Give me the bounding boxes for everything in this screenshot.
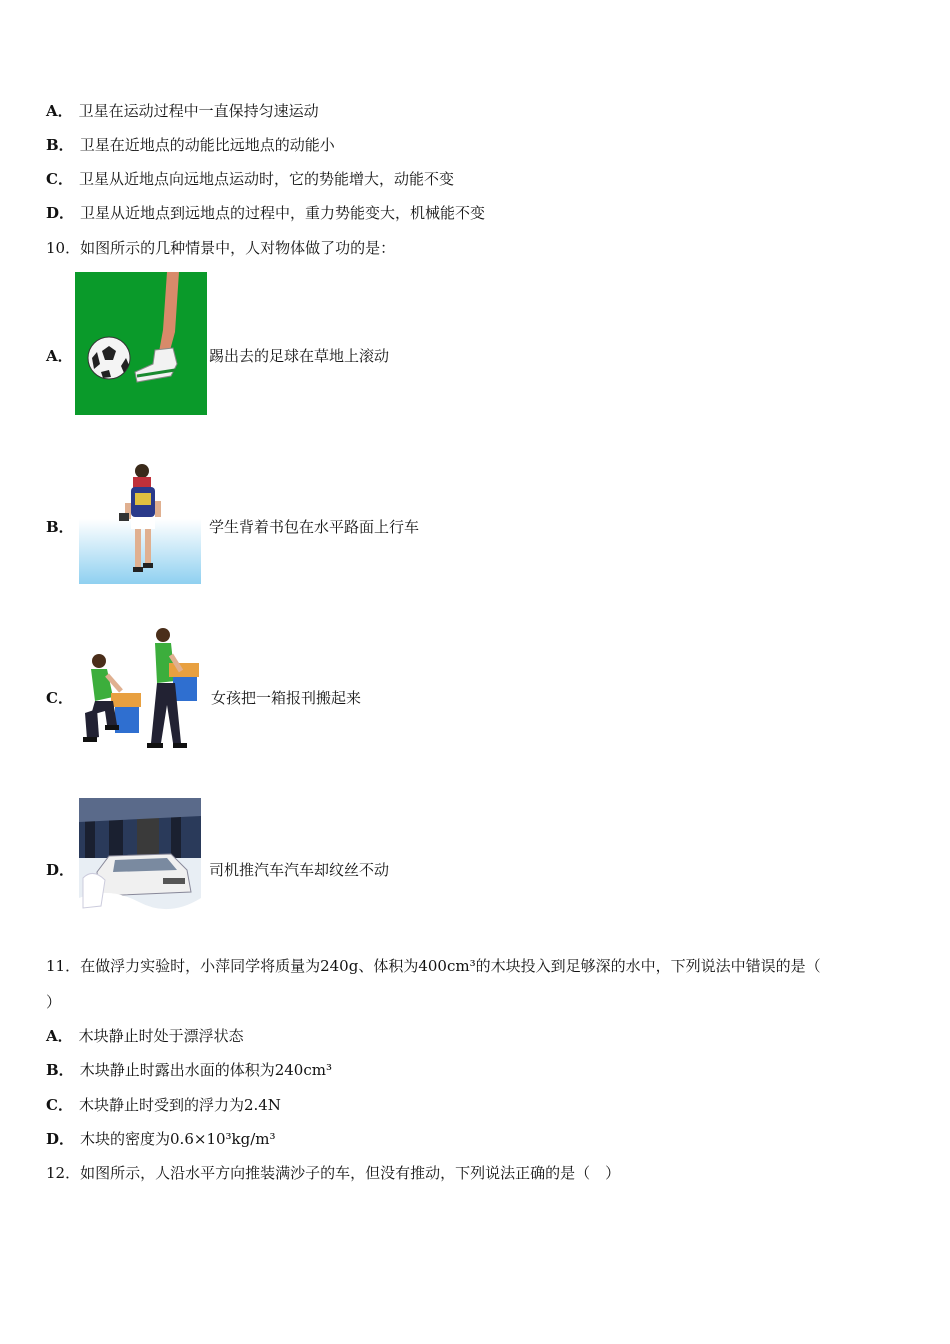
q10-option-a-label: A． — [46, 347, 73, 365]
q10-option-c-label: C． — [46, 689, 73, 707]
q9-option-b — [46, 135, 335, 155]
option-text: 卫星从近地点向远地点运动时，它的势能增大，动能不变 — [78, 170, 454, 188]
option-label: A． — [46, 102, 73, 120]
option-text: 木块静止时露出水面的体积为240cm³ — [79, 1061, 332, 1079]
q10-option-d-caption: 司机推汽车汽车却纹丝不动 — [209, 861, 390, 879]
q11-stem-line2: ） — [46, 993, 62, 1011]
option-label: C． — [46, 170, 73, 188]
option-text: 卫星在近地点的动能比远地点的动能小 — [79, 136, 335, 154]
q10-option-a-caption: 踢出去的足球在草地上滚动 — [209, 347, 390, 365]
q10-option-d-label: D． — [46, 861, 75, 879]
option-label: B． — [46, 1061, 74, 1079]
q10-stem: 10．如图所示的几种情景中，人对物体做了功的是： — [46, 239, 396, 257]
option-label: A． — [46, 1027, 73, 1045]
q11-option-b — [46, 1060, 332, 1080]
q10-option-b-caption: 学生背着书包在水平路面上行车 — [209, 518, 420, 536]
q12-stem: 12．如图所示，人沿水平方向推装满沙子的车，但没有推动，下列说法正确的是（ ） — [46, 1164, 621, 1182]
q11-option-a — [46, 1026, 244, 1046]
q9-option-a — [46, 101, 319, 121]
option-label: D． — [46, 1130, 75, 1148]
option-text: 木块静止时处于漂浮状态 — [78, 1027, 244, 1045]
student-backpack-image — [79, 463, 201, 584]
q10-option-b-label: B． — [46, 518, 74, 536]
q10-option-c-caption: 女孩把一箱报刊搬起来 — [211, 689, 362, 707]
car-in-snow-image — [79, 798, 201, 922]
girl-lifting-box-image — [77, 625, 205, 751]
option-text: 木块的密度为0.6×10³kg/m³ — [80, 1130, 276, 1148]
q11-stem-line1: 11．在做浮力实验时，小萍同学将质量为240g、体积为400cm³的木块投入到足够深的水中，下列说法中错误的是（ — [46, 957, 821, 975]
q9-option-d — [46, 203, 485, 223]
q11-option-d — [46, 1129, 276, 1149]
q11-option-c — [46, 1095, 281, 1115]
soccer-kick-image — [75, 272, 207, 415]
option-label: C． — [46, 1096, 73, 1114]
option-text: 卫星从近地点到远地点的过程中，重力势能变大，机械能不变 — [80, 204, 486, 222]
option-label: D． — [46, 204, 75, 222]
option-text: 卫星在运动过程中一直保持匀速运动 — [78, 102, 319, 120]
q9-option-c — [46, 169, 454, 189]
option-text: 木块静止时受到的浮力为2.4N — [78, 1096, 281, 1114]
option-label: B． — [46, 136, 74, 154]
